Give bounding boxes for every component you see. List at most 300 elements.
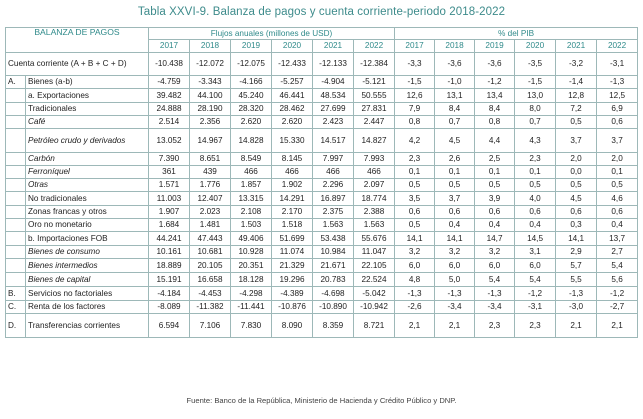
pib-value-cell: 3,5	[395, 192, 435, 206]
pib-value-cell: 2,1	[556, 314, 597, 338]
pib-value-cell: 2,3	[395, 153, 435, 166]
row-label: Zonas francas y otros	[26, 206, 149, 219]
usd-value-cell: 44.241	[149, 232, 190, 246]
usd-value-cell: 27.831	[354, 103, 395, 116]
table-row	[6, 53, 638, 76]
usd-year-header: 2017	[149, 40, 190, 53]
pib-value-cell: 5,7	[556, 259, 597, 273]
usd-value-cell: 49.406	[231, 232, 272, 246]
pib-value-cell: 3,2	[475, 246, 515, 259]
usd-value-cell: 1.571	[149, 179, 190, 192]
usd-value-cell: 466	[272, 166, 313, 179]
row-code	[6, 273, 26, 287]
usd-value-cell: -4.389	[272, 287, 313, 301]
row-code	[6, 219, 26, 232]
pib-value-cell: 2,5	[475, 153, 515, 166]
usd-value-cell: 1.503	[231, 219, 272, 232]
pib-value-cell: -1,0	[435, 76, 475, 89]
pib-value-cell: 0,1	[475, 166, 515, 179]
pib-value-cell: 0,5	[556, 116, 597, 129]
usd-value-cell: -5.121	[354, 76, 395, 89]
table-row	[6, 89, 638, 103]
pib-value-cell: 2,7	[597, 246, 638, 259]
row-label: Bienes (a-b)	[26, 76, 149, 89]
usd-value-cell: -5.257	[272, 76, 313, 89]
pib-year-header: 2022	[597, 40, 638, 53]
pib-value-cell: 0,6	[597, 206, 638, 219]
pib-value-cell: 2,1	[597, 314, 638, 338]
usd-value-cell: 22.105	[354, 259, 395, 273]
usd-value-cell: 466	[231, 166, 272, 179]
table-row	[6, 116, 638, 129]
pib-value-cell: 12,5	[597, 89, 638, 103]
pib-value-cell: -3,1	[515, 301, 556, 314]
pib-value-cell: 4,5	[556, 192, 597, 206]
pib-value-cell: 0,6	[435, 206, 475, 219]
pib-value-cell: 5,4	[597, 259, 638, 273]
pib-value-cell: 5,5	[556, 273, 597, 287]
usd-value-cell: 2.620	[272, 116, 313, 129]
usd-value-cell: 48.534	[313, 89, 354, 103]
usd-value-cell: 2.356	[190, 116, 231, 129]
pib-value-cell: 0,6	[515, 206, 556, 219]
pib-value-cell: -1,2	[515, 287, 556, 301]
usd-value-cell: 27.699	[313, 103, 354, 116]
usd-value-cell: 466	[354, 166, 395, 179]
row-code	[6, 179, 26, 192]
pib-value-cell: 0,7	[515, 116, 556, 129]
usd-value-cell: -4.453	[190, 287, 231, 301]
section-header: BALANZA DE PAGOS	[6, 28, 149, 53]
usd-value-cell: 2.023	[190, 206, 231, 219]
pib-value-cell: -3,4	[475, 301, 515, 314]
usd-value-cell: 1.776	[190, 179, 231, 192]
pib-value-cell: -3,2	[556, 53, 597, 76]
pib-value-cell: 3,2	[395, 246, 435, 259]
usd-value-cell: 2.620	[231, 116, 272, 129]
pib-value-cell: 0,5	[556, 179, 597, 192]
pib-value-cell: -2,7	[597, 301, 638, 314]
pib-value-cell: 3,1	[515, 246, 556, 259]
table-row	[6, 273, 638, 287]
usd-value-cell: 8.359	[313, 314, 354, 338]
usd-value-cell: 10.928	[231, 246, 272, 259]
usd-value-cell: 1.563	[354, 219, 395, 232]
pib-year-header: 2019	[475, 40, 515, 53]
pib-value-cell: -3,6	[475, 53, 515, 76]
pib-value-cell: 0,5	[395, 219, 435, 232]
pib-value-cell: 4,4	[475, 129, 515, 153]
usd-value-cell: 11.047	[354, 246, 395, 259]
pib-value-cell: 0,3	[556, 219, 597, 232]
pib-value-cell: 5,4	[475, 273, 515, 287]
pib-value-cell: 0,4	[435, 219, 475, 232]
pib-value-cell: 5,6	[597, 273, 638, 287]
usd-value-cell: 18.774	[354, 192, 395, 206]
usd-value-cell: 8.145	[272, 153, 313, 166]
usd-value-cell: 16.897	[313, 192, 354, 206]
usd-value-cell: -12.075	[231, 53, 272, 76]
usd-value-cell: -4.904	[313, 76, 354, 89]
pib-value-cell: 2,1	[395, 314, 435, 338]
usd-value-cell: 20.105	[190, 259, 231, 273]
usd-value-cell: 28.190	[190, 103, 231, 116]
usd-value-cell: 7.830	[231, 314, 272, 338]
table-row	[6, 179, 638, 192]
usd-value-cell: 10.984	[313, 246, 354, 259]
usd-value-cell: 8.090	[272, 314, 313, 338]
usd-value-cell: -5.042	[354, 287, 395, 301]
pib-value-cell: 0,5	[475, 179, 515, 192]
pib-value-cell: 2,9	[556, 246, 597, 259]
pib-value-cell: -1,3	[435, 287, 475, 301]
pib-value-cell: -3,1	[597, 53, 638, 76]
header-row-groups	[6, 28, 638, 40]
pib-value-cell: -1,4	[556, 76, 597, 89]
usd-value-cell: 10.681	[190, 246, 231, 259]
usd-value-cell: 439	[190, 166, 231, 179]
row-label: a. Exportaciones	[26, 89, 149, 103]
row-label: Servicios no factoriales	[26, 287, 149, 301]
usd-value-cell: -4.184	[149, 287, 190, 301]
usd-value-cell: 361	[149, 166, 190, 179]
pib-value-cell: -1,5	[395, 76, 435, 89]
row-label: Otras	[26, 179, 149, 192]
usd-value-cell: 2.423	[313, 116, 354, 129]
usd-value-cell: 6.594	[149, 314, 190, 338]
usd-year-header: 2018	[190, 40, 231, 53]
pib-value-cell: 12,8	[556, 89, 597, 103]
pib-value-cell: 2,6	[435, 153, 475, 166]
usd-value-cell: -3.343	[190, 76, 231, 89]
usd-value-cell: 2.375	[313, 206, 354, 219]
pib-value-cell: 0,5	[395, 179, 435, 192]
usd-value-cell: 14.967	[190, 129, 231, 153]
pib-value-cell: 13,1	[435, 89, 475, 103]
table-row	[6, 129, 638, 153]
pib-year-header: 2021	[556, 40, 597, 53]
usd-value-cell: 2.170	[272, 206, 313, 219]
table-title: Tabla XXVI-9. Balanza de pagos y cuenta corriente-periodo 2018-2022	[137, 6, 506, 18]
pib-value-cell: 2,1	[435, 314, 475, 338]
row-code	[6, 103, 26, 116]
usd-value-cell: -12.384	[354, 53, 395, 76]
pib-value-cell: 14,1	[556, 232, 597, 246]
pib-value-cell: 6,0	[435, 259, 475, 273]
pib-value-cell: 13,7	[597, 232, 638, 246]
table-row	[6, 314, 638, 338]
table-row	[6, 259, 638, 273]
pib-value-cell: 0,8	[475, 116, 515, 129]
usd-value-cell: 1.857	[231, 179, 272, 192]
pib-value-cell: 5,0	[435, 273, 475, 287]
row-label: No tradicionales	[26, 192, 149, 206]
pib-value-cell: -1,3	[556, 287, 597, 301]
usd-value-cell: 21.329	[272, 259, 313, 273]
table-row	[6, 153, 638, 166]
pib-value-cell: 2,3	[515, 314, 556, 338]
usd-value-cell: 1.481	[190, 219, 231, 232]
pib-value-cell: 0,6	[475, 206, 515, 219]
pib-value-cell: 2,3	[475, 314, 515, 338]
usd-value-cell: 1.563	[313, 219, 354, 232]
usd-value-cell: 12.407	[190, 192, 231, 206]
usd-value-cell: 11.003	[149, 192, 190, 206]
pib-value-cell: 3,7	[556, 129, 597, 153]
pib-value-cell: 0,8	[395, 116, 435, 129]
usd-year-header: 2021	[313, 40, 354, 53]
usd-value-cell: 47.443	[190, 232, 231, 246]
usd-value-cell: -10.438	[149, 53, 190, 76]
pib-value-cell: 14,7	[475, 232, 515, 246]
usd-value-cell: 1.684	[149, 219, 190, 232]
table-row	[6, 232, 638, 246]
pib-value-cell: -2,6	[395, 301, 435, 314]
row-label: Ferroníquel	[26, 166, 149, 179]
pib-value-cell: 0,1	[515, 166, 556, 179]
pib-value-cell: 4,2	[395, 129, 435, 153]
usd-value-cell: -4.298	[231, 287, 272, 301]
usd-value-cell: -4.759	[149, 76, 190, 89]
row-label: Bienes de capital	[26, 273, 149, 287]
pib-value-cell: 0,6	[556, 206, 597, 219]
pib-value-cell: -3,0	[556, 301, 597, 314]
usd-value-cell: 14.828	[231, 129, 272, 153]
usd-value-cell: 14.827	[354, 129, 395, 153]
pib-value-cell: 6,0	[475, 259, 515, 273]
table-row	[6, 76, 638, 89]
row-label: Bienes de consumo	[26, 246, 149, 259]
pib-value-cell: -3,5	[515, 53, 556, 76]
pib-value-cell: 0,6	[597, 116, 638, 129]
row-label: Renta de los factores	[26, 301, 149, 314]
usd-value-cell: 2.388	[354, 206, 395, 219]
row-label: Tradicionales	[26, 103, 149, 116]
pib-header: % del PIB	[395, 28, 638, 40]
table-row	[6, 287, 638, 301]
table-row	[6, 219, 638, 232]
pib-year-header: 2018	[435, 40, 475, 53]
usd-value-cell: 20.351	[231, 259, 272, 273]
usd-value-cell: 7.106	[190, 314, 231, 338]
pib-value-cell: 7,2	[556, 103, 597, 116]
usd-value-cell: -10.890	[313, 301, 354, 314]
usd-value-cell: -12.072	[190, 53, 231, 76]
usd-value-cell: 2.447	[354, 116, 395, 129]
usd-value-cell: 2.108	[231, 206, 272, 219]
row-code	[6, 166, 26, 179]
row-code	[6, 192, 26, 206]
pib-value-cell: 3,7	[597, 129, 638, 153]
row-code	[6, 89, 26, 103]
usd-value-cell: 18.889	[149, 259, 190, 273]
pib-value-cell: 0,7	[435, 116, 475, 129]
source-note: Fuente: Banco de la República, Ministerio de Hacienda y Crédito Público y DNP.	[186, 396, 457, 405]
usd-year-header: 2019	[231, 40, 272, 53]
pib-value-cell: 0,1	[597, 166, 638, 179]
pib-value-cell: 0,1	[435, 166, 475, 179]
usd-value-cell: 28.462	[272, 103, 313, 116]
pib-value-cell: 6,9	[597, 103, 638, 116]
pib-value-cell: 14,1	[435, 232, 475, 246]
row-label: Oro no monetario	[26, 219, 149, 232]
usd-year-header: 2022	[354, 40, 395, 53]
pib-value-cell: 7,9	[395, 103, 435, 116]
usd-value-cell: 13.052	[149, 129, 190, 153]
pib-value-cell: -3,3	[395, 53, 435, 76]
usd-year-header: 2020	[272, 40, 313, 53]
pib-value-cell: -3,6	[435, 53, 475, 76]
pib-value-cell: -1,2	[475, 76, 515, 89]
pib-year-header: 2017	[395, 40, 435, 53]
pib-value-cell: 2,3	[515, 153, 556, 166]
usd-value-cell: 8.651	[190, 153, 231, 166]
row-label: Café	[26, 116, 149, 129]
row-code	[6, 246, 26, 259]
usd-value-cell: -12.433	[272, 53, 313, 76]
row-code	[6, 259, 26, 273]
pib-value-cell: 3,2	[435, 246, 475, 259]
row-code: A.	[6, 76, 26, 89]
pib-value-cell: -1,3	[597, 76, 638, 89]
usd-value-cell: 8.549	[231, 153, 272, 166]
usd-value-cell: 14.517	[313, 129, 354, 153]
pib-year-header: 2020	[515, 40, 556, 53]
usd-value-cell: 45.240	[231, 89, 272, 103]
pib-value-cell: 4,0	[515, 192, 556, 206]
pib-value-cell: 0,1	[395, 166, 435, 179]
usd-value-cell: 21.671	[313, 259, 354, 273]
pib-value-cell: 2,0	[597, 153, 638, 166]
pib-value-cell: 14,5	[515, 232, 556, 246]
pib-value-cell: 6,0	[395, 259, 435, 273]
pib-value-cell: 8,0	[515, 103, 556, 116]
row-code	[6, 153, 26, 166]
pib-value-cell: 2,0	[556, 153, 597, 166]
pib-value-cell: 13,4	[475, 89, 515, 103]
pib-value-cell: 4,3	[515, 129, 556, 153]
pib-value-cell: 8,4	[475, 103, 515, 116]
usd-value-cell: 20.783	[313, 273, 354, 287]
usd-value-cell: -12.133	[313, 53, 354, 76]
row-code: B.	[6, 287, 26, 301]
pib-value-cell: 6,0	[515, 259, 556, 273]
usd-value-cell: -8.089	[149, 301, 190, 314]
usd-value-cell: 53.438	[313, 232, 354, 246]
usd-value-cell: -4.166	[231, 76, 272, 89]
row-code	[6, 206, 26, 219]
row-label: Carbón	[26, 153, 149, 166]
usd-value-cell: 1.518	[272, 219, 313, 232]
usd-value-cell: 51.699	[272, 232, 313, 246]
pib-value-cell: -3,4	[435, 301, 475, 314]
row-label: Bienes intermedios	[26, 259, 149, 273]
row-code	[6, 129, 26, 153]
pib-value-cell: 8,4	[435, 103, 475, 116]
row-label: b. Importaciones FOB	[26, 232, 149, 246]
balance-of-payments-table	[5, 27, 638, 338]
pib-value-cell: 0,5	[435, 179, 475, 192]
row-code: D.	[6, 314, 26, 338]
usd-value-cell: 16.658	[190, 273, 231, 287]
usd-value-cell: 18.128	[231, 273, 272, 287]
usd-value-cell: -10.942	[354, 301, 395, 314]
usd-value-cell: -11.441	[231, 301, 272, 314]
flows-header: Flujos anuales (millones de USD)	[149, 28, 395, 40]
usd-value-cell: 7.997	[313, 153, 354, 166]
pib-value-cell: 13,0	[515, 89, 556, 103]
usd-value-cell: -10.876	[272, 301, 313, 314]
row-code: C.	[6, 301, 26, 314]
usd-value-cell: -11.382	[190, 301, 231, 314]
usd-value-cell: 50.555	[354, 89, 395, 103]
pib-value-cell: -1,3	[475, 287, 515, 301]
table-row	[6, 103, 638, 116]
usd-value-cell: -4.698	[313, 287, 354, 301]
usd-value-cell: 7.390	[149, 153, 190, 166]
pib-value-cell: -1,2	[597, 287, 638, 301]
usd-value-cell: 19.296	[272, 273, 313, 287]
table-row	[6, 246, 638, 259]
table-row	[6, 192, 638, 206]
usd-value-cell: 14.291	[272, 192, 313, 206]
table-row	[6, 301, 638, 314]
usd-value-cell: 11.074	[272, 246, 313, 259]
usd-value-cell: 46.441	[272, 89, 313, 103]
pib-value-cell: -1,3	[395, 287, 435, 301]
usd-value-cell: 2.097	[354, 179, 395, 192]
row-label: Petróleo crudo y derivados	[26, 129, 149, 153]
row-label: Cuenta corriente (A + B + C + D)	[6, 53, 149, 76]
pib-value-cell: 12,6	[395, 89, 435, 103]
row-code	[6, 232, 26, 246]
pib-value-cell: 14,1	[395, 232, 435, 246]
pib-value-cell: 0,4	[475, 219, 515, 232]
usd-value-cell: 10.161	[149, 246, 190, 259]
row-label: Transferencias corrientes	[26, 314, 149, 338]
pib-value-cell: 3,7	[435, 192, 475, 206]
usd-value-cell: 28.320	[231, 103, 272, 116]
usd-value-cell: 1.907	[149, 206, 190, 219]
usd-value-cell: 2.514	[149, 116, 190, 129]
pib-value-cell: 0,0	[556, 166, 597, 179]
pib-value-cell: 5,4	[515, 273, 556, 287]
pib-value-cell: 0,5	[515, 179, 556, 192]
usd-value-cell: 22.524	[354, 273, 395, 287]
usd-value-cell: 466	[313, 166, 354, 179]
usd-value-cell: 7.993	[354, 153, 395, 166]
table-row	[6, 166, 638, 179]
pib-value-cell: 4,6	[597, 192, 638, 206]
usd-value-cell: 13.315	[231, 192, 272, 206]
usd-value-cell: 2.296	[313, 179, 354, 192]
pib-value-cell: 4,8	[395, 273, 435, 287]
usd-value-cell: 55.676	[354, 232, 395, 246]
pib-value-cell: 0,4	[515, 219, 556, 232]
usd-value-cell: 1.902	[272, 179, 313, 192]
pib-value-cell: 4,5	[435, 129, 475, 153]
usd-value-cell: 8.721	[354, 314, 395, 338]
pib-value-cell: -1,5	[515, 76, 556, 89]
pib-value-cell: 0,6	[395, 206, 435, 219]
usd-value-cell: 15.330	[272, 129, 313, 153]
pib-value-cell: 3,9	[475, 192, 515, 206]
usd-value-cell: 44.100	[190, 89, 231, 103]
pib-value-cell: 0,4	[597, 219, 638, 232]
row-code	[6, 116, 26, 129]
usd-value-cell: 24.888	[149, 103, 190, 116]
table-row	[6, 206, 638, 219]
